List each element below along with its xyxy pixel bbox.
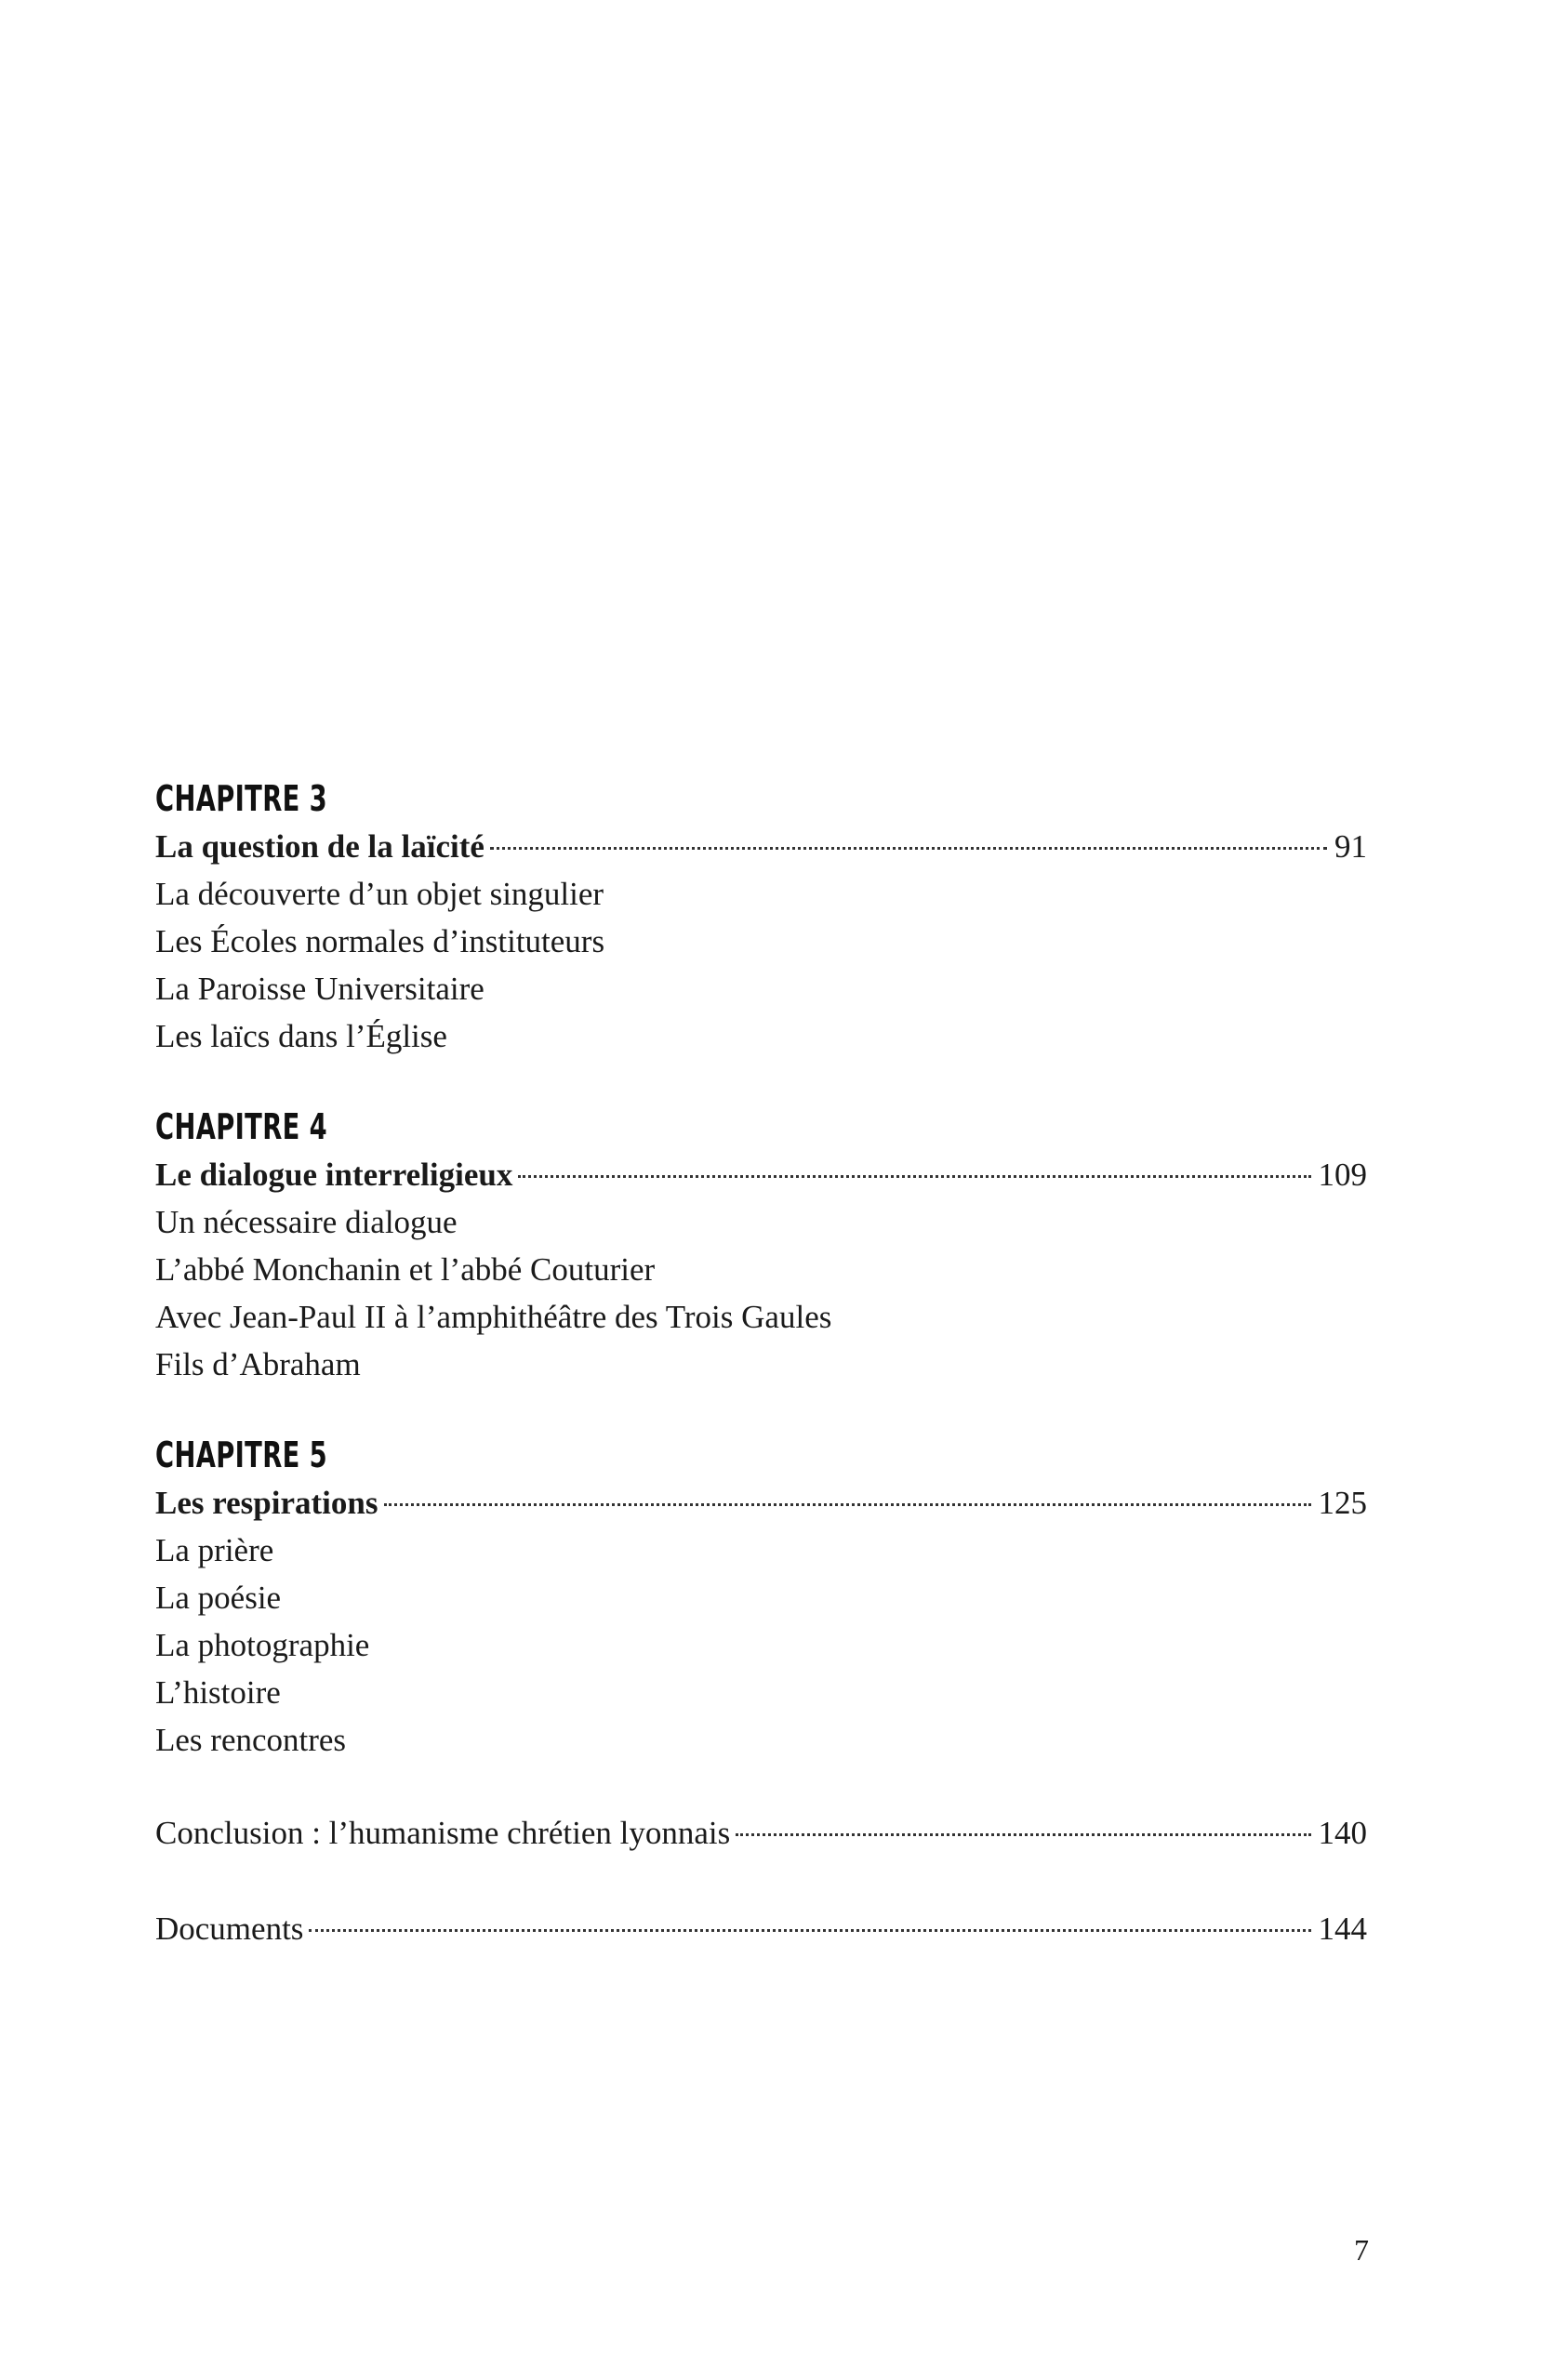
section-entry: La poésie: [155, 1580, 282, 1616]
chapter-title: Le dialogue interreligieux: [155, 1157, 513, 1193]
conclusion-page-number: 140: [1318, 1815, 1367, 1851]
section-entry: La découverte d’un objet singulier: [155, 876, 604, 912]
section-entry: Les laïcs dans l’Église: [155, 1018, 447, 1054]
dot-leader: [518, 1175, 1310, 1178]
chapter-page-number: 125: [1318, 1485, 1367, 1521]
chapter-4: [155, 1104, 1367, 1388]
documents-entry: [155, 1905, 1367, 1952]
chapter-title: La question de la laïcité: [155, 828, 484, 865]
chapter-page-number: 109: [1318, 1157, 1367, 1193]
chapter-label: CHAPITRE 5: [155, 1435, 327, 1475]
section-entry: La photographie: [155, 1627, 370, 1663]
chapter-title-entry: [155, 1151, 1367, 1198]
table-of-contents: [155, 776, 1367, 1952]
dot-leader: [309, 1929, 1310, 1932]
dot-leader: [490, 847, 1327, 850]
chapter-label: CHAPITRE 4: [155, 1106, 327, 1147]
chapter-page-number: 91: [1334, 828, 1367, 865]
dot-leader: [384, 1503, 1311, 1506]
section-entry: La prière: [155, 1532, 274, 1568]
section-entry: Fils d’Abraham: [155, 1346, 361, 1382]
chapter-title-entry: [155, 823, 1367, 870]
dot-leader: [736, 1833, 1310, 1836]
section-entry: Un nécessaire dialogue: [155, 1204, 458, 1240]
section-entry: Les Écoles normales d’instituteurs: [155, 923, 605, 959]
chapter-5: [155, 1433, 1367, 1764]
conclusion-title: Conclusion : l’humanisme chrétien lyonnais: [155, 1815, 731, 1851]
section-entry: La Paroisse Universitaire: [155, 971, 484, 1007]
conclusion-entry: [155, 1809, 1367, 1857]
chapter-title-entry: [155, 1479, 1367, 1527]
section-entry: L’histoire: [155, 1674, 281, 1711]
chapter-title: Les respirations: [155, 1485, 378, 1521]
folio-page-number: 7: [1354, 2233, 1369, 2267]
documents-page-number: 144: [1318, 1911, 1367, 1947]
documents-title: Documents: [155, 1911, 304, 1947]
chapter-label: CHAPITRE 3: [155, 778, 327, 819]
chapter-3: [155, 776, 1367, 1060]
section-entry: Avec Jean-Paul II à l’amphithéâtre des Trois Gaules: [155, 1299, 832, 1335]
section-entry: Les rencontres: [155, 1722, 347, 1758]
section-entry: L’abbé Monchanin et l’abbé Couturier: [155, 1251, 656, 1288]
